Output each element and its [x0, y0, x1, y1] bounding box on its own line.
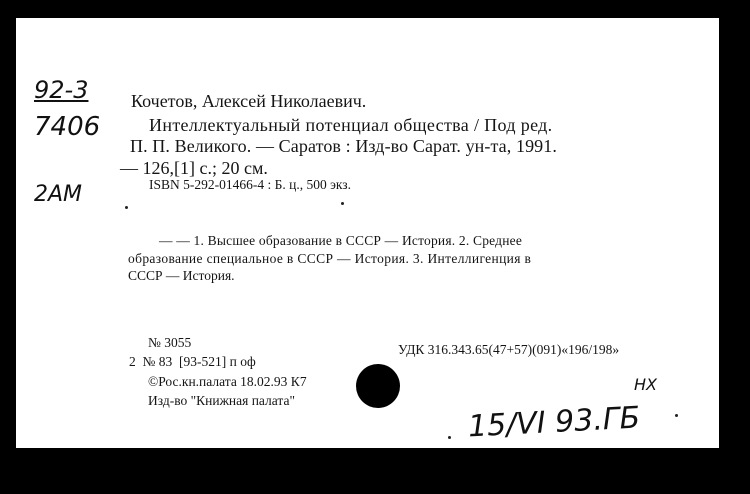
record-number: № 3055: [148, 335, 192, 350]
scan-speck: [125, 206, 128, 209]
subjects-line-2: образование специальное в СССР — История. 3. Интеллигенция в: [128, 251, 532, 266]
catalog-card: [16, 18, 719, 448]
punch-hole: [356, 364, 400, 408]
publisher-line: Изд-во "Книжная палата": [148, 393, 295, 408]
author-heading: Кочетов, Алексей Николаевич.: [131, 91, 367, 111]
handwritten-mark: 2АМ: [34, 182, 83, 207]
scan-speck: [448, 436, 451, 439]
call-number-line1: 92-3: [34, 76, 89, 104]
subjects-line-3: СССР — История.: [128, 268, 235, 283]
number-line: 2 № 83 [93-521] п оф: [129, 354, 256, 369]
isbn-line: ISBN 5-292-01466-4 : Б. ц., 500 экз.: [149, 177, 351, 192]
handwritten-date-note: 15/VI 93.ГБ: [467, 400, 641, 445]
copyright-line: ©Рос.кн.палата 18.02.93 К7: [148, 374, 307, 389]
scan-speck: [675, 414, 678, 417]
title-line-3: — 126,[1] с.; 20 см.: [120, 158, 268, 178]
scan-speck: [341, 202, 344, 205]
corner-mark: НХ: [634, 375, 657, 394]
subjects-line-1: — — 1. Высшее образование в СССР — История. 2. Среднее: [159, 233, 523, 248]
title-line-2: П. П. Великого. — Саратов : Изд-во Сарат. ун-та, 1991.: [130, 136, 557, 156]
title-line-1: Интеллектуальный потенциал общества / Под ред.: [149, 115, 553, 135]
call-number-line2: 7406: [34, 112, 101, 142]
udk-code: УДК 316.343.65(47+57)(091)«196/198»: [398, 342, 620, 357]
